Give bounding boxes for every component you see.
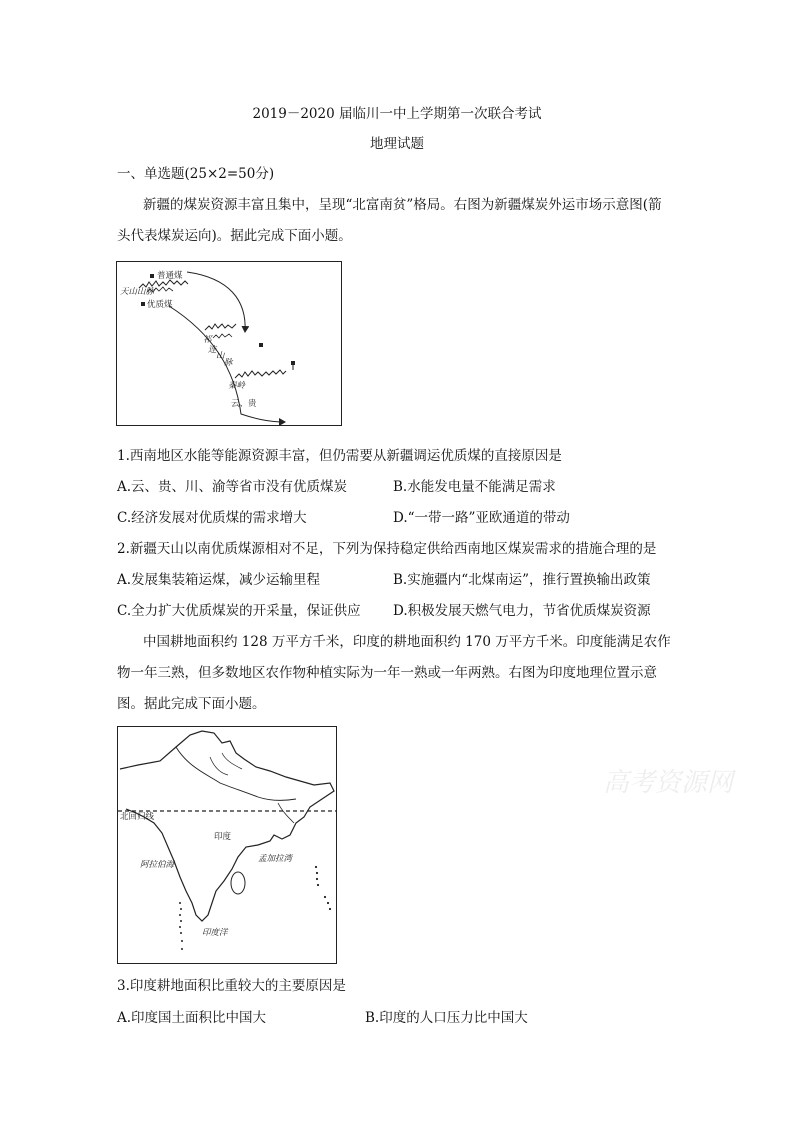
q1-option-a: A.云、贵、川、渝等省市没有优质煤炭 (117, 479, 348, 495)
q3-option-b: B.印度的人口压力比中国大 (365, 1010, 528, 1026)
q3-option-a: A.印度国土面积比中国大 (117, 1010, 267, 1026)
group2-intro-line3: 图。据此完成下面小题。 (117, 696, 266, 712)
coal-marker-east (259, 343, 263, 347)
group2-intro-line1: 中国耕地面积约 128 万平方千米，印度的耕地面积约 170 万平方千米。印度能满足农作 (143, 634, 671, 650)
label-indian-ocean: 印度洋 (202, 928, 228, 938)
q2-option-a: A.发展集装箱运煤，减少运输里程 (117, 572, 321, 588)
label-tropic: 北回归线 (120, 812, 155, 822)
q2-option-c: C.全力扩大优质煤炭的开采量，保证供应 (117, 603, 361, 619)
q2-option-b: B.实施疆内“北煤南运”，推行置换输出政策 (393, 572, 651, 588)
label-ordinary-coal: 普通煤 (157, 271, 183, 281)
label-india: 印度 (214, 832, 232, 842)
maldives-dots (179, 902, 183, 950)
sri-lanka-shape (231, 872, 245, 894)
label-quality-coal: 优质煤 (147, 300, 173, 310)
page-subtitle: 地理试题 (370, 136, 424, 152)
section-heading: 一、单选题(25×2=50分) (117, 166, 275, 182)
q1-option-b: B.水能发电量不能满足需求 (393, 479, 556, 495)
group2-intro-line2: 物一年三熟，但多数地区农作物种植实际为一年一熟或一年两熟。右图为印度地理位置示意 (117, 665, 657, 681)
ordinary-coal-marker (150, 274, 154, 278)
xinjiang-coal-map (116, 261, 342, 426)
india-location-map (117, 726, 337, 964)
group1-intro-line1: 新疆的煤炭资源丰富且集中，呈现“北富南贫”格局。右图为新疆煤炭外运市场示意图(箭 (143, 197, 662, 213)
label-bay-of-bengal: 孟加拉湾 (258, 854, 293, 864)
q2-option-d: D.积极发展天燃气电力，节省优质煤炭资源 (393, 603, 651, 619)
group1-intro-line2: 头代表煤炭运向)。据此完成下面小题。 (117, 228, 352, 244)
page-title: 2019－2020 届临川一中上学期第一次联合考试 (252, 106, 542, 122)
q3-stem: 3.印度耕地面积比重较大的主要原因是 (117, 978, 346, 994)
andaman-islands-dots (315, 866, 331, 910)
quality-coal-marker (141, 302, 145, 306)
label-tianshan: 天山山脉 (120, 287, 155, 297)
q2-stem: 2.新疆天山以南优质煤源相对不足，下列为保持稳定供给西南地区煤炭需求的措施合理的是 (117, 541, 657, 557)
label-qilian-4: 脉 (224, 358, 233, 368)
route-arrow-north (187, 272, 245, 332)
q1-option-d: D.“一带一路”亚欧通道的带动 (393, 510, 570, 526)
label-arabian-sea: 阿拉伯海 (140, 860, 175, 870)
label-yungui: 云、贵 (231, 399, 257, 409)
q1-stem: 1.西南地区水能等能源资源丰富，但仍需要从新疆调运优质煤的直接原因是 (117, 448, 562, 464)
q1-option-c: C.经济发展对优质煤的需求增大 (117, 510, 307, 526)
label-qinling: 秦岭 (228, 381, 246, 391)
label-qilian-3: 山 (216, 351, 225, 361)
watermark: 高考资源网 (603, 768, 734, 798)
label-qilian-1: 祁 (203, 335, 212, 345)
label-qilian-2: 连 (208, 345, 217, 355)
